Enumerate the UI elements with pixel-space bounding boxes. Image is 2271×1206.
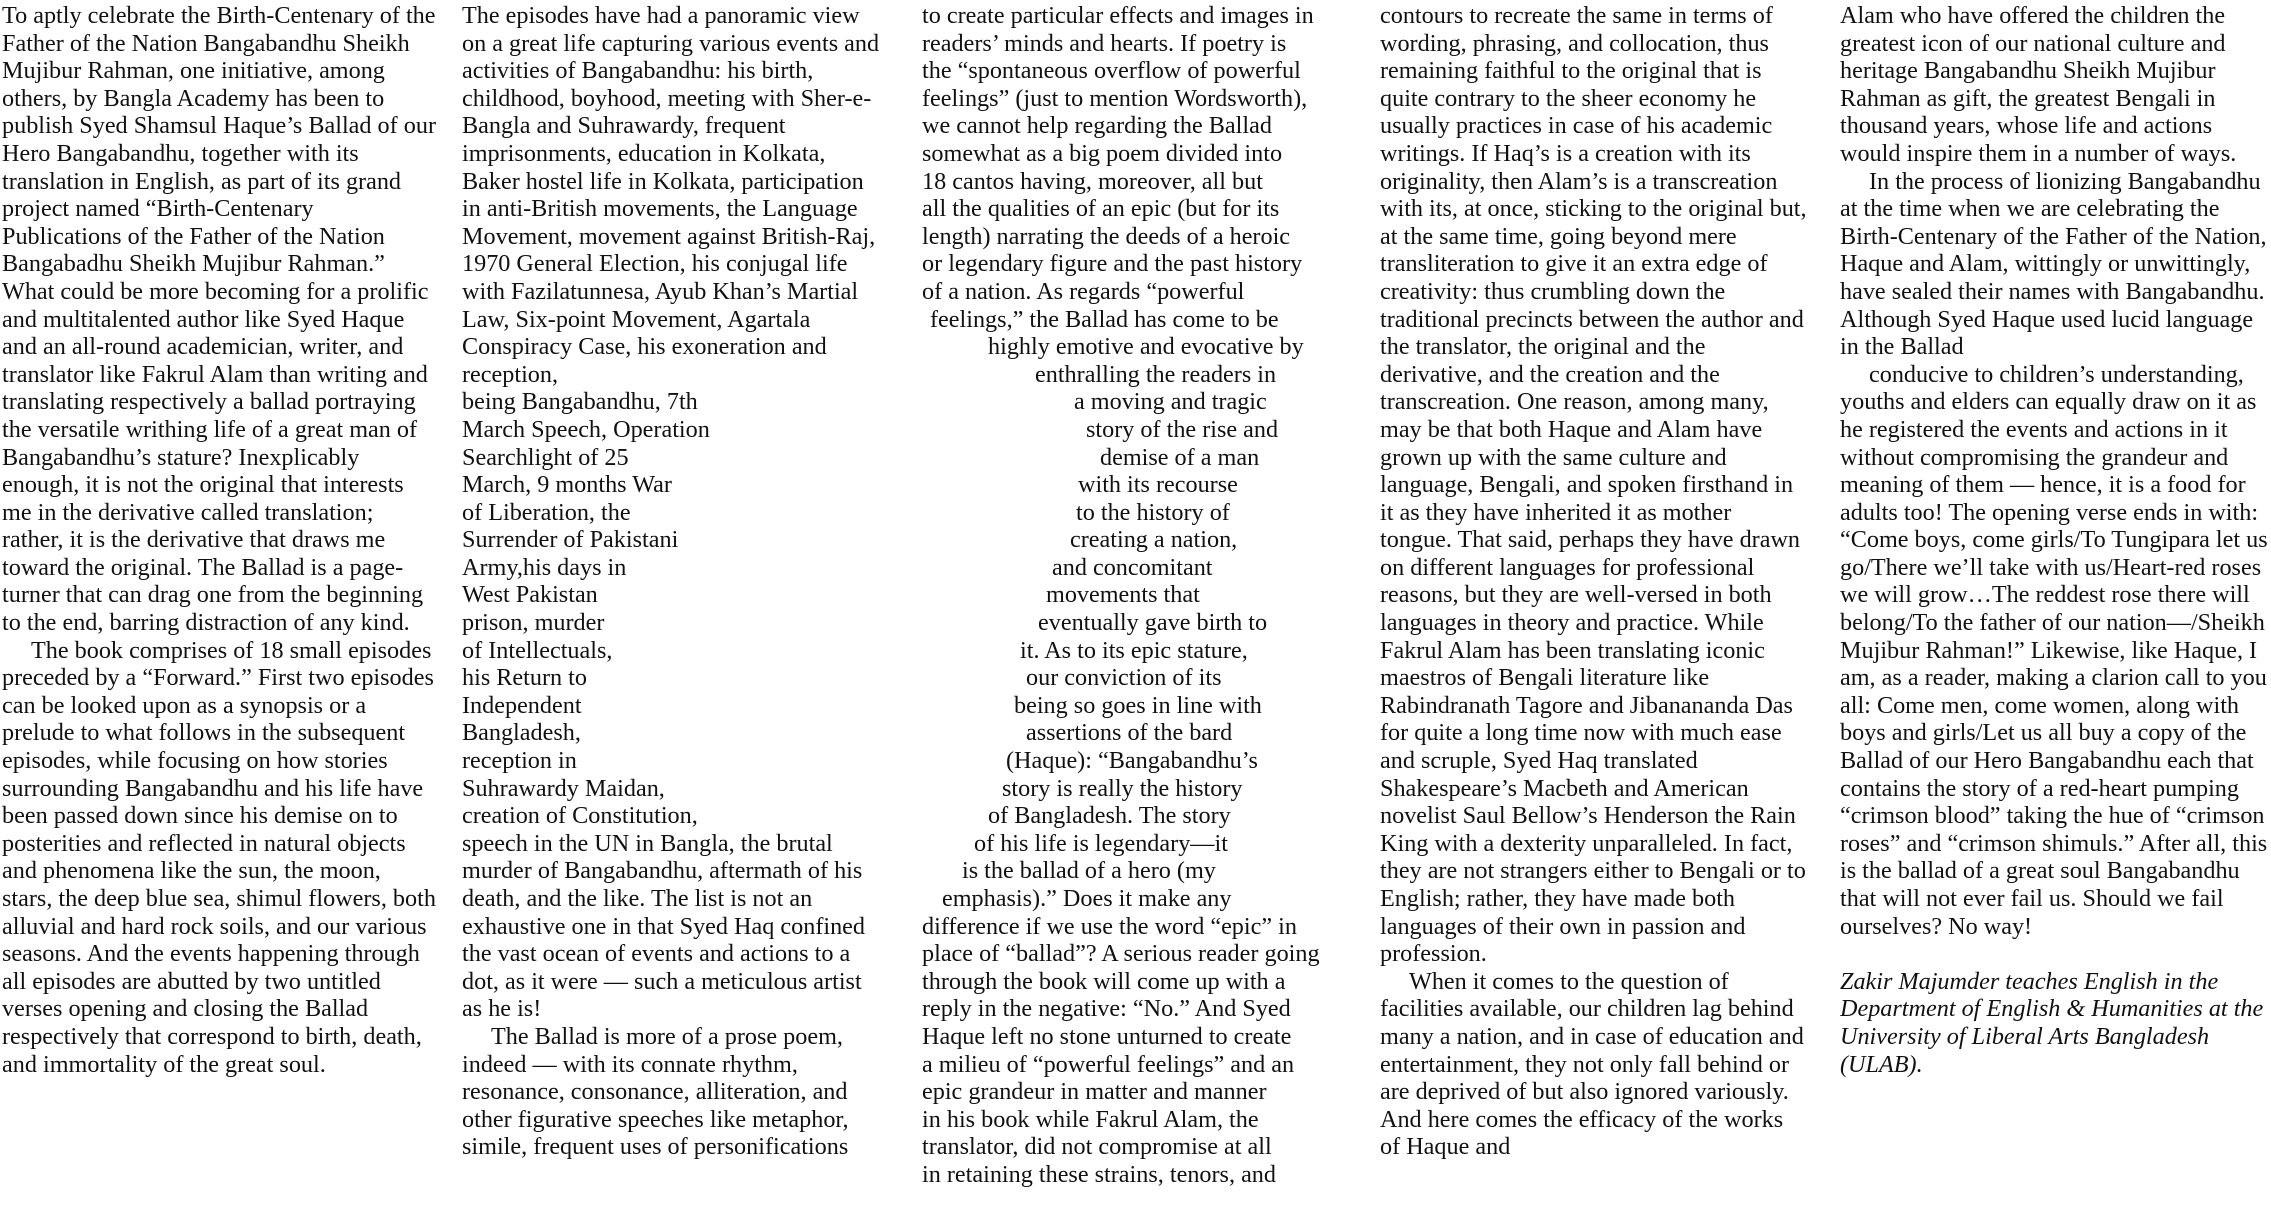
- text-line: of Liberation, the: [462, 498, 631, 526]
- text-line: of a nation. As regards “powerful: [922, 277, 1245, 305]
- article-column-5: [1840, 2, 2270, 1206]
- text-line: being Bangabandhu, 7th: [462, 388, 698, 416]
- article-paragraph: When it comes to the question of facilities available, our children lag behind many a nation, and in case of education and entertainment, they not only fall behind or are deprived of but also ignored variously. And here comes the efficacy of the works of Haque and: [1380, 967, 1804, 1161]
- text-line: prison, murder: [462, 609, 605, 637]
- article-paragraph: conducive to children’s understanding, youths and elders can equally draw on it as he registered the events and actions in it without compromising the grandeur and meaning of them — hence, it is a food for adults too! The opening verse ends in with: “Come boys, come girls/To Tungipara let us go/There we’ll take with us/Heart-red roses we will grow…The reddest rose there will belong/To the father of our nation—/Sheikh Mujibur Rahman!” Likewise, like Haque, I am, as a reader, making a clarion call to you all: Come men, come women, along with boys and girls/Let us all buy a copy of the Ballad of our Hero Bangabandhu each that contains the story of a red-heart pumping “crimson blood” taking the hue of “crimson roses” and “crimson shimuls.” After all, this is the ballad of a great soul Bangabandhu that will not ever fail us. Should we fail ourselves? No way!: [1840, 360, 2268, 940]
- text-line: (Haque): “Bangabandhu’s: [1006, 747, 1258, 775]
- text-line: his Return to: [462, 664, 587, 692]
- text-line: to create particular effects and images in: [922, 2, 1314, 29]
- text-line: assertions of the bard: [1026, 719, 1233, 747]
- text-line: creating a nation,: [1070, 526, 1238, 554]
- text-line: of Bangladesh. The story: [988, 802, 1231, 830]
- text-line: all the qualities of an epic (but for its: [922, 195, 1280, 223]
- text-line: reception in: [462, 747, 577, 775]
- text-line: is the ballad of a hero (my: [962, 857, 1216, 885]
- text-line: Searchlight of 25: [462, 443, 629, 471]
- text-line: somewhat as a big poem divided into: [922, 139, 1283, 167]
- text-line: difference if we use the word “epic” in: [922, 912, 1297, 940]
- text-line: feelings,” the Ballad has come to be: [930, 305, 1279, 333]
- article-paragraph: To aptly celebrate the Birth-Centenary of the Father of the Nation Bangabandhu Sheikh Mujibur Rahman, one initiative, among others, by Bangla Academy has been to publish Syed Shamsul Haque’s Ballad of our Hero Bangabandhu, together with its translation in English, as part of its grand project named “Birth-Centenary Publications of the Father of the Nation Bangabadhu Sheikh Mujibur Rahman.” What could be more becoming for a prolific and multitalented author like Syed Haque and an all-round academician, writer, and translator like Fakrul Alam than writing and translating respectively a ballad portraying the versatile writhing life of a great man of Bangabandhu’s stature? Inexplicably enough, it is not the original that interests me in the derivative called translation; rather, it is the derivative that draws me toward the original. The Ballad is a page-turner that can drag one from the beginning to the end, barring distraction of any kind.: [2, 2, 436, 637]
- text-line: highly emotive and evocative by: [988, 333, 1304, 361]
- text-line: translator, did not compromise at all: [922, 1133, 1272, 1161]
- article-column-3: [922, 2, 1348, 1206]
- text-line: we cannot help regarding the Ballad: [922, 112, 1272, 140]
- text-line: to the history of: [1076, 498, 1230, 526]
- text-line: 18 cantos having, moreover, all but: [922, 167, 1263, 195]
- text-line: it. As to its epic stature,: [1020, 636, 1248, 664]
- text-line: in his book while Fakrul Alam, the: [922, 1105, 1259, 1133]
- text-line: in retaining these strains, tenors, and: [922, 1160, 1276, 1188]
- text-line: being so goes in line with: [1014, 691, 1262, 719]
- article-paragraph: contours to recreate the same in terms of wording, phrasing, and collocation, thus remaining faithful to the original that is quite contrary to the sheer economy he usually practices in case of his academic writings. If Haq’s is a creation with its originality, then Alam’s is a transcreation with its, at once, sticking to the original but, at the same time, going beyond mere transliteration to give it an extra edge of creativity: thus crumbling down the traditional precincts between the author and the translator, the original and the derivative, and the creation and the transcreation. One reason, among many, may be that both Haque and Alam have grown up with the same culture and language, Bengali, and spoken firsthand in it as they have inherited it as mother tongue. That said, perhaps they have drawn on different languages for professional reasons, but they are well-versed in both languages in theory and practice. While Fakrul Alam has been translating iconic maestros of Bengali literature like Rabindranath Tagore and Jibanananda Das for quite a long time now with much ease and scruple, Syed Haq translated Shakespeare’s Macbeth and American novelist Saul Bellow’s Henderson the Rain King with a dexterity unparalleled. In fact, they are not strangers either to Bengali or to English; rather, they have made both languages of their own in passion and profession.: [1380, 2, 1807, 968]
- article-paragraph: The book comprises of 18 small episodes preceded by a “Forward.” First two episodes can be looked upon as a synopsis or a prelude to what follows in the subsequent episodes, while focusing on how stories surrounding Bangabandhu and his life have been passed down since his demise on to posterities and reflected in natural objects and phenomena like the sun, the moon, stars, the deep blue sea, shimul flowers, both alluvial and hard rock soils, and our various seasons. And the events happening through all episodes are abutted by two untitled verses opening and closing the Ballad respectively that correspond to birth, death, and immortality of the great soul.: [2, 636, 436, 1078]
- article-paragraph: Alam who have offered the children the greatest icon of our national culture and heritage Bangabandhu Sheikh Mujibur Rahman as gift, the greatest Bengali in thousand years, whose life and actions would inspire them in a number of ways.: [1840, 2, 2237, 167]
- article-column-4: [1380, 2, 1808, 1206]
- text-line: and concomitant: [1052, 553, 1213, 581]
- article-paragraph: The Ballad is more of a prose poem, indeed — with its connate rhythm, resonance, consonance, alliteration, and other figurative speeches like metaphor, simile, frequent uses of personifications: [462, 1022, 849, 1161]
- text-line: with its recourse: [1078, 471, 1238, 499]
- text-line: reply in the negative: “No.” And Syed: [922, 995, 1291, 1023]
- text-line: Haque left no stone unturned to create: [922, 1022, 1292, 1050]
- text-line: through the book will come up with a: [922, 967, 1286, 995]
- text-line: eventually gave birth to: [1038, 609, 1268, 637]
- text-line: Independent: [462, 691, 582, 719]
- text-line: Suhrawardy Maidan,: [462, 774, 665, 802]
- text-line: story is really the history: [1002, 774, 1243, 802]
- text-line: feelings” (just to mention Wordsworth),: [922, 84, 1308, 112]
- author-byline: Zakir Majumder teaches English in the Department of English & Humanities at the University of Liberal Arts Bangladesh (ULAB).: [1840, 967, 2264, 1078]
- article-paragraph: In the process of lionizing Bangabandhu at the time when we are celebrating the Birth-Centenary of the Father of the Nation, Haque and Alam, wittingly or unwittingly, have sealed their names with Bangabandhu. Although Syed Haque used lucid language in the Ballad: [1840, 167, 2267, 361]
- article-column-2: [462, 2, 887, 1206]
- text-line: the “spontaneous overflow of powerful: [922, 57, 1301, 85]
- text-line: a milieu of “powerful feelings” and an: [922, 1050, 1295, 1078]
- text-line: demise of a man: [1100, 443, 1260, 471]
- article-paragraph: The episodes have had a panoramic view on a great life capturing various events and activities of Bangabandhu: his birth, childhood, boyhood, meeting with Sher-e-Bangla and Suhrawardy, frequent imprisonments, education in Kolkata, Baker hostel life in Kolkata, participation in anti-British movements, the Language Movement, movement against British-Raj, 1970 General Election, his conjugal life with Fazilatunnesa, Ayub Khan’s Martial Law, Six-point Movement, Agartala Conspiracy Case, his exoneration and reception,: [462, 2, 880, 388]
- text-line: of his life is legendary—it: [974, 829, 1228, 857]
- text-line: place of “ballad”? A serious reader going: [922, 940, 1320, 968]
- text-line: West Pakistan: [462, 581, 598, 609]
- article-column-1: [2, 2, 436, 1206]
- text-line: story of the rise and: [1086, 415, 1279, 443]
- text-line: movements that: [1046, 581, 1200, 609]
- text-line: March Speech, Operation: [462, 415, 710, 443]
- text-line: of Intellectuals,: [462, 636, 613, 664]
- text-wrap-lines: [922, 2, 1348, 1189]
- text-line: our conviction of its: [1026, 664, 1222, 692]
- text-line: Surrender of Pakistani: [462, 526, 679, 554]
- text-wrap-lines: [462, 388, 887, 830]
- text-line: readers’ minds and hearts. If poetry is: [922, 29, 1287, 57]
- text-line: epic grandeur in matter and manner: [922, 1078, 1267, 1106]
- text-line: or legendary figure and the past history: [922, 250, 1303, 278]
- text-line: creation of Constitution,: [462, 802, 698, 830]
- text-line: Army,his days in: [462, 553, 627, 581]
- text-line: Bangladesh,: [462, 719, 581, 747]
- text-line: a moving and tragic: [1074, 388, 1267, 416]
- article-paragraph: speech in the UN in Bangla, the brutal murder of Bangabandhu, aftermath of his death, and the like. The list is not an exhaustive one in that Syed Haq confined the vast ocean of events and actions to a dot, as it were — such a meticulous artist as he is!: [462, 829, 866, 1023]
- text-line: March, 9 months War: [462, 471, 672, 499]
- text-line: emphasis).” Does it make any: [942, 885, 1232, 912]
- text-line: enthralling the readers in: [1035, 360, 1277, 388]
- text-line: length) narrating the deeds of a heroic: [922, 222, 1291, 250]
